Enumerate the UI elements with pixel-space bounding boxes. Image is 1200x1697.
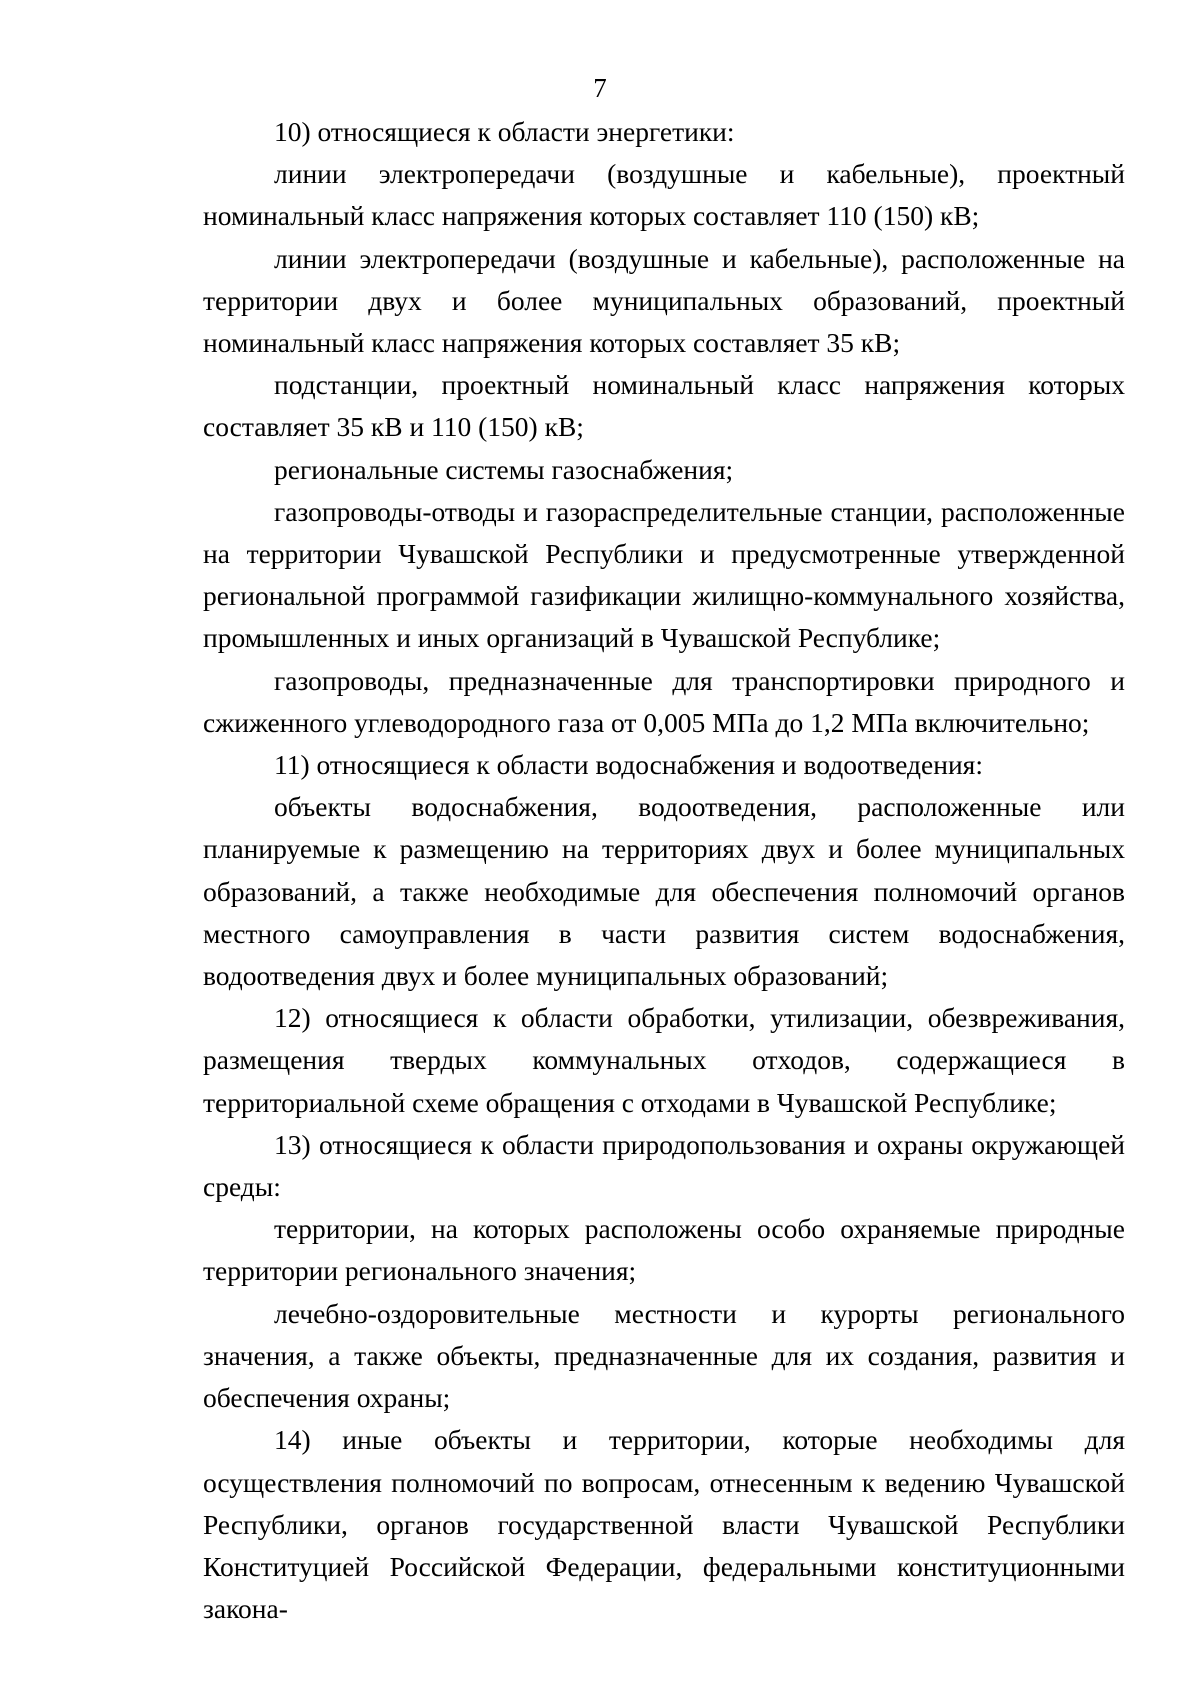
paragraph-power-lines-110kv: линии электропередачи (воздушные и кабельные), проектный номинальный класс напряжения которых составляет 110 (150) кВ; (203, 158, 1125, 232)
document-body (203, 111, 1125, 1630)
paragraph-gas-pipelines: газопроводы, предназначенные для транспортировки природного и сжиженного углеводородного газа от 0,005 МПа до 1,2 МПа включительно; (203, 664, 1125, 738)
paragraph-item-10-heading: 10) относящиеся к области энергетики: (274, 116, 735, 147)
paragraph-item-13-heading: 13) относящиеся к области природопользования и охраны окружающей среды: (203, 1128, 1125, 1203)
paragraph-protected-territories: территории, на которых расположены особо охраняемые природные территории регионального значения; (203, 1213, 1125, 1287)
paragraph-power-lines-35kv: линии электропередачи (воздушные и кабельные), расположенные на территории двух и более муниципальных образований, проектный номинальный класс напряжения которых составляет 35 кВ; (203, 242, 1125, 359)
paragraph-item-11-heading: 11) относящиеся к области водоснабжения и водоотведения: (274, 749, 983, 781)
paragraph-gas-supply-systems: региональные системы газоснабжения; (274, 453, 734, 485)
paragraph-resorts: лечебно-оздоровительные местности и курорты регионального значения, а также объекты, предназначенные для их создания, развития и обеспечения охраны; (203, 1297, 1125, 1414)
paragraph-substations: подстанции, проектный номинальный класс напряжения которых составляет 35 кВ и 110 (150) кВ; (203, 369, 1125, 443)
paragraph-item-12-waste: 12) относящиеся к области обработки, утилизации, обезвреживания, размещения твердых коммунальных отходов, содержащиеся в территориальной схеме обращения с отходами в Чувашской Республике; (203, 1002, 1125, 1118)
page-number: 7 (593, 73, 607, 103)
paragraph-item-14-other: 14) иные объекты и территории, которые необходимы для осуществления полномочий по вопросам, отнесенным к ведению Чувашской Республики, органов государственной власти Чувашской Республики Конституцией Российской Федерации, федеральными конституционными закона- (203, 1424, 1125, 1625)
paragraph-gas-branch-pipelines: газопроводы-отводы и газораспределительные станции, расположенные на территории Чувашской Республики и предусмотренные утвержденной региональной программой газификации жилищно-коммунального хозяйства, промышленных и иных организаций в Чувашской Республике; (203, 495, 1125, 654)
paragraph-water-objects: объекты водоснабжения, водоотведения, расположенные или планируемые к размещению на территориях двух и более муниципальных образований, а также необходимые для обеспечения полномочий органов местного самоуправления в части развития систем водоснабжения, водоотведения двух и более муниципальных образований; (203, 791, 1125, 992)
